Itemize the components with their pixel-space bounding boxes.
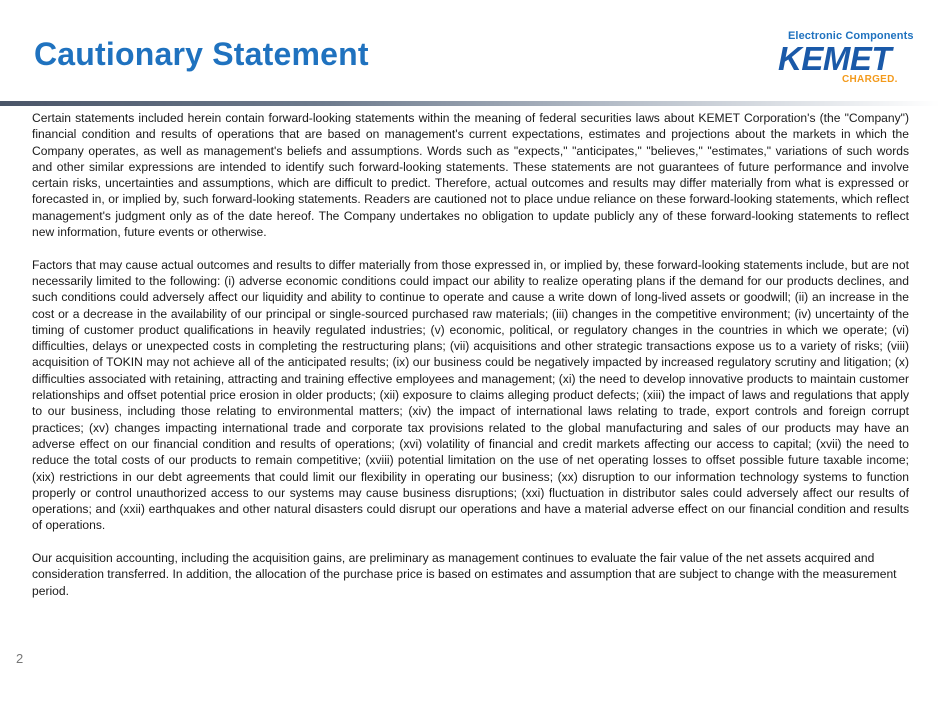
paragraph-acquisition-accounting: Our acquisition accounting, including the acquisition gains, are preliminary as management continues to evaluate the fair value of the net assets acquired and consideration transferred. In addition, the allocation of the purchase price is based on estimates and assumption that are subject to change with the measurement period. [32, 551, 897, 598]
logo-brand: KEMET [778, 40, 891, 77]
header-divider [0, 101, 940, 106]
logo-tagline: Electronic Components [788, 30, 914, 42]
paragraph-risk-factors: Factors that may cause actual outcomes and results to differ materially from those expressed in, or implied by, these forward-looking statements include, but are not necessarily limited to the following: (i) adverse economic conditions could impact our ability to realize operating plans if the demand for our products declines, and such conditions could adversely affect our liquidity and ability to continue to operate and cause a write down of long-lived assets or goodwill; (ii) an increase in the cost or a decrease in the availability of our principal or single-sourced purchased raw materials; (iii) changes in the competitive environment; (iv) uncertainty of the timing of customer product qualifications in heavily regulated industries; (v) economic, political, or regulatory changes in the countries in which we operate; (vi) difficulties, delays or unexpected costs in completing the restructuring plans; (vii) acquisitions and other strategic transactions expose us to a variety of risks; (viii) acquisition of TOKIN may not achieve all of the anticipated results; (ix) our business could be negatively impacted by increased regulatory scrutiny and litigation; (x) difficulties associated with retaining, attracting and training effective employees and management; (xi) the need to develop innovative products to maintain customer relationships and offset potential price erosion in older products; (xii) exposure to claims alleging product defects; (xiii) the impact of laws and regulations that apply to our business, including those relating to environmental matters; (xiv) the impact of international laws relating to trade, export controls and foreign corrupt practices; (xv) changes impacting international trade and corporate tax provisions related to the global manufacturing and sales of our products may have an adverse effect on our financial condition and results of operations; (xvi) volatility of financial and credit markets affecting our access to capital; (xvii) the need to reduce the total costs of our products to remain competitive; (xviii) potential limitation on the use of net operating losses to offset possible future taxable income; (xix) restrictions in our debt agreements that could limit our flexibility in operating our business; (xx) disruption to our information technology systems to function properly or control unauthorized access to our systems may cause business disruptions; (xxi) fluctuation in distributor sales could adversely affect our results of operations; and (xxii) earthquakes and other natural disasters could disrupt our operations and have a material adverse effect on our financial condition and results of operations. [32, 257, 909, 533]
kemet-logo [778, 30, 914, 88]
page-number: 2 [16, 651, 24, 666]
paragraph-forward-looking: Certain statements included herein contain forward-looking statements within the meaning of federal securities laws about KEMET Corporation's (the "Company") financial condition and results of operations that are based on management's current expectations, estimates and projections about the markets in which the Company operates, as well as management's beliefs and assumptions. Words such as "expects," "anticipates," "believes," "estimates," variations of such words and other similar expressions are intended to identify such forward-looking statements. These statements are not guarantees of future performance and involve certain risks, uncertainties and assumptions, which are difficult to predict. Therefore, actual outcomes and results may differ materially from what is expressed or forecasted in, or implied by, such forward-looking statements. Readers are cautioned not to place undue reliance on these forward-looking statements, which reflect management's judgment only as of the date hereof. The Company undertakes no obligation to update publicly any of these forward-looking statements to reflect new information, future events or otherwise. [32, 111, 909, 240]
page-title: Cautionary Statement [34, 36, 369, 72]
logo-charged: CHARGED. [842, 74, 898, 85]
statement-body [32, 110, 909, 615]
